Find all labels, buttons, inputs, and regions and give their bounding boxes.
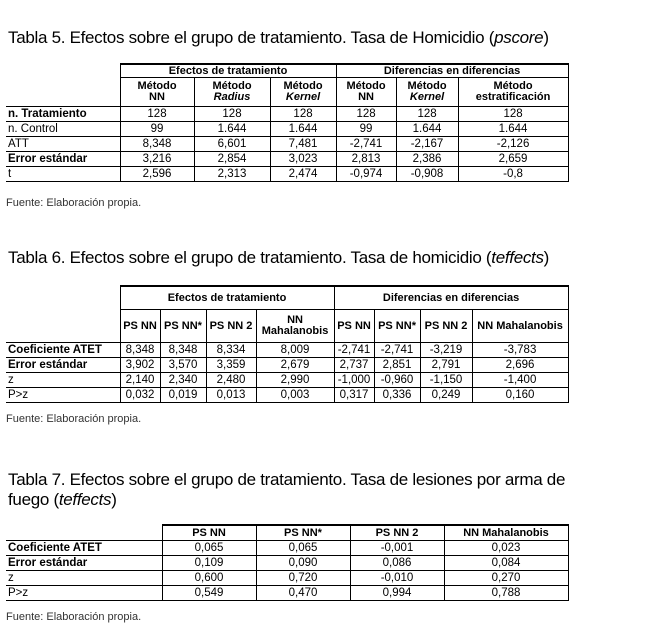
table-cell: -0,8 bbox=[458, 167, 568, 182]
table-cell: 99 bbox=[336, 122, 396, 137]
table5-group-header: Efectos de tratamiento bbox=[120, 64, 336, 78]
table-cell: 0,317 bbox=[334, 388, 374, 403]
table-cell: -0,960 bbox=[374, 373, 420, 388]
column-header-line1: Método bbox=[283, 80, 323, 92]
table-cell: 2,679 bbox=[256, 358, 334, 373]
row-label: Error estándar bbox=[6, 152, 120, 167]
table5-column-header bbox=[336, 78, 396, 107]
table6-column-header: PS NN 2 bbox=[420, 310, 472, 343]
table5-column-header bbox=[458, 78, 568, 107]
table6-title: Tabla 6. Efectos sobre el grupo de tratamiento. Tasa de homicidio (teffects) bbox=[8, 248, 550, 267]
table-row bbox=[6, 343, 568, 358]
table-row bbox=[6, 388, 568, 403]
table-cell: 0,720 bbox=[256, 571, 350, 586]
table6-column-header: PS NN* bbox=[160, 310, 206, 343]
table-cell: 2,659 bbox=[458, 152, 568, 167]
table-cell: 2,386 bbox=[396, 152, 458, 167]
table-cell: 2,140 bbox=[120, 373, 160, 388]
table-row bbox=[6, 122, 568, 137]
table-cell: 0,065 bbox=[256, 541, 350, 556]
table-cell: 8,348 bbox=[120, 343, 160, 358]
table6-corner bbox=[6, 286, 120, 343]
table-row bbox=[6, 541, 568, 556]
table-cell: 7,481 bbox=[270, 137, 336, 152]
table-cell: 3,902 bbox=[120, 358, 160, 373]
table-cell: -1,000 bbox=[334, 373, 374, 388]
table-cell: -0,010 bbox=[350, 571, 444, 586]
table5-column-header bbox=[396, 78, 458, 107]
row-label: P>z bbox=[6, 586, 162, 601]
table-row bbox=[6, 373, 568, 388]
column-header-line1: Método bbox=[212, 80, 252, 92]
table-cell: 0,270 bbox=[444, 571, 568, 586]
table-cell: 99 bbox=[120, 122, 194, 137]
table-cell: 0,336 bbox=[374, 388, 420, 403]
table-row bbox=[6, 556, 568, 571]
table-cell: 2,480 bbox=[206, 373, 256, 388]
table5-column-header bbox=[194, 78, 270, 107]
table-cell: 2,474 bbox=[270, 167, 336, 182]
table5-group-header: Diferencias en diferencias bbox=[336, 64, 568, 78]
table6-column-header: NN Mahalanobis bbox=[472, 310, 568, 343]
table-cell: -1,400 bbox=[472, 373, 568, 388]
table-cell: 2,340 bbox=[160, 373, 206, 388]
table-cell: -0,908 bbox=[396, 167, 458, 182]
table-cell: 2,854 bbox=[194, 152, 270, 167]
table7-column-header: PS NN* bbox=[256, 525, 350, 541]
table-row bbox=[6, 152, 568, 167]
table-cell: 128 bbox=[270, 107, 336, 122]
table6-column-header: PS NN* bbox=[374, 310, 420, 343]
table-cell: 2,851 bbox=[374, 358, 420, 373]
column-header-line1: Método bbox=[346, 80, 386, 92]
row-label: t bbox=[6, 167, 120, 182]
table-cell: 2,990 bbox=[256, 373, 334, 388]
table-cell: 128 bbox=[194, 107, 270, 122]
row-label: z bbox=[6, 571, 162, 586]
table6-group-header: Efectos de tratamiento bbox=[120, 286, 334, 310]
table-cell: 0,023 bbox=[444, 541, 568, 556]
table-row bbox=[6, 586, 568, 601]
table-cell: 2,313 bbox=[194, 167, 270, 182]
table-cell: 2,737 bbox=[334, 358, 374, 373]
table-cell: 3,570 bbox=[160, 358, 206, 373]
table-cell: 0,600 bbox=[162, 571, 256, 586]
table-cell: 0,549 bbox=[162, 586, 256, 601]
table-cell: 0,003 bbox=[256, 388, 334, 403]
table7-title: Tabla 7. Efectos sobre el grupo de tratamiento. Tasa de lesiones por arma de fuego (teffects) bbox=[8, 470, 566, 509]
row-label: n. Control bbox=[6, 122, 120, 137]
table-cell: 0,788 bbox=[444, 586, 568, 601]
table-cell: 0,994 bbox=[350, 586, 444, 601]
table-cell: -2,126 bbox=[458, 137, 568, 152]
column-header-line2: Kernel bbox=[285, 91, 321, 103]
table-cell: -2,741 bbox=[336, 137, 396, 152]
table5-corner bbox=[6, 64, 120, 107]
table-cell: 128 bbox=[396, 107, 458, 122]
row-label: z bbox=[6, 373, 120, 388]
table-cell: 0,470 bbox=[256, 586, 350, 601]
table-row bbox=[6, 358, 568, 373]
table-row bbox=[6, 571, 568, 586]
table-cell: 2,813 bbox=[336, 152, 396, 167]
table-cell: -0,974 bbox=[336, 167, 396, 182]
table-cell: 3,216 bbox=[120, 152, 194, 167]
table7-corner bbox=[6, 525, 162, 541]
column-header-line2: Radius bbox=[213, 91, 251, 103]
table-cell: 0,090 bbox=[256, 556, 350, 571]
row-label: Coeficiente ATET bbox=[6, 343, 120, 358]
table7-column-header: NN Mahalanobis bbox=[444, 525, 568, 541]
table6-column-header: NN Mahalanobis bbox=[256, 310, 334, 343]
column-header-line2: Kernel bbox=[409, 91, 445, 103]
table5-source: Fuente: Elaboración propia. bbox=[6, 197, 142, 209]
table-cell: -3,783 bbox=[472, 343, 568, 358]
table6-column-header: PS NN 2 bbox=[206, 310, 256, 343]
table7-column-header: PS NN 2 bbox=[350, 525, 444, 541]
table-cell: 1.644 bbox=[270, 122, 336, 137]
column-header-line2: NN bbox=[149, 91, 165, 103]
table7-column-header: PS NN bbox=[162, 525, 256, 541]
table6-column-header: PS NN bbox=[334, 310, 374, 343]
table-cell: 0,084 bbox=[444, 556, 568, 571]
column-header-line2: estratificación bbox=[475, 91, 551, 103]
table-cell: 3,023 bbox=[270, 152, 336, 167]
row-label: Error estándar bbox=[6, 358, 120, 373]
table7 bbox=[6, 524, 569, 601]
row-label: n. Tratamiento bbox=[6, 107, 120, 122]
table-cell: 2,696 bbox=[472, 358, 568, 373]
table6 bbox=[6, 285, 569, 403]
table-cell: -0,001 bbox=[350, 541, 444, 556]
column-header-line1: Método bbox=[493, 80, 533, 92]
table-row bbox=[6, 107, 568, 122]
table-row bbox=[6, 137, 568, 152]
table6-group-header: Diferencias en diferencias bbox=[334, 286, 568, 310]
column-header-line2: NN bbox=[358, 91, 374, 103]
table-row bbox=[6, 167, 568, 182]
column-header-line1: Método bbox=[407, 80, 447, 92]
table-cell: 128 bbox=[120, 107, 194, 122]
table-cell: 8,334 bbox=[206, 343, 256, 358]
table-cell: 8,009 bbox=[256, 343, 334, 358]
table-cell: 8,348 bbox=[160, 343, 206, 358]
table-cell: 2,791 bbox=[420, 358, 472, 373]
table5 bbox=[6, 63, 569, 182]
row-label: ATT bbox=[6, 137, 120, 152]
table-cell: 0,065 bbox=[162, 541, 256, 556]
row-label: Error estándar bbox=[6, 556, 162, 571]
table-cell: 0,249 bbox=[420, 388, 472, 403]
table-cell: 1.644 bbox=[194, 122, 270, 137]
table6-source: Fuente: Elaboración propia. bbox=[6, 413, 142, 425]
table-cell: -2,741 bbox=[334, 343, 374, 358]
table-cell: 0,086 bbox=[350, 556, 444, 571]
table-cell: 0,109 bbox=[162, 556, 256, 571]
table-cell: -2,167 bbox=[396, 137, 458, 152]
row-label: P>z bbox=[6, 388, 120, 403]
table5-column-header bbox=[120, 78, 194, 107]
table-cell: 128 bbox=[458, 107, 568, 122]
table-cell: 2,596 bbox=[120, 167, 194, 182]
table-cell: -1,150 bbox=[420, 373, 472, 388]
table-cell: 0,019 bbox=[160, 388, 206, 403]
table-cell: 1.644 bbox=[458, 122, 568, 137]
table-cell: 0,160 bbox=[472, 388, 568, 403]
table-cell: -2,741 bbox=[374, 343, 420, 358]
table-cell: 1.644 bbox=[396, 122, 458, 137]
table-cell: 0,013 bbox=[206, 388, 256, 403]
table-cell: 128 bbox=[336, 107, 396, 122]
table5-title: Tabla 5. Efectos sobre el grupo de tratamiento. Tasa de Homicidio (pscore) bbox=[8, 28, 549, 47]
table-cell: 0,032 bbox=[120, 388, 160, 403]
table6-column-header: PS NN bbox=[120, 310, 160, 343]
column-header-line1: Método bbox=[137, 80, 177, 92]
table-cell: -3,219 bbox=[420, 343, 472, 358]
table-cell: 6,601 bbox=[194, 137, 270, 152]
table-cell: 8,348 bbox=[120, 137, 194, 152]
table-cell: 3,359 bbox=[206, 358, 256, 373]
row-label: Coeficiente ATET bbox=[6, 541, 162, 556]
table5-column-header bbox=[270, 78, 336, 107]
table7-source: Fuente: Elaboración propia. bbox=[6, 611, 142, 623]
